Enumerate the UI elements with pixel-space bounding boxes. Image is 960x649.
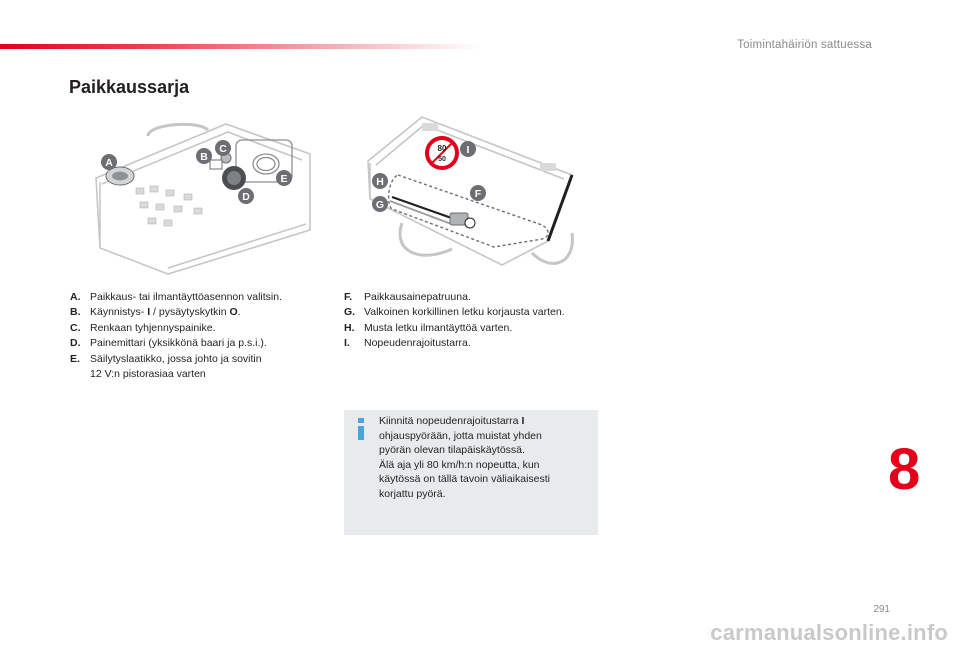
repair-kit-bottom-illustration — [362, 113, 586, 279]
legend-item-b — [70, 305, 340, 320]
repair-kit-top-illustration — [88, 118, 320, 278]
info-icon — [354, 418, 368, 440]
legend-key: I. — [344, 337, 350, 350]
legend-text: Paikkausainepatruuna. — [364, 291, 471, 303]
info-line-6: korjattu pyörä. — [379, 487, 446, 500]
legend-key: E. — [70, 352, 80, 365]
marker-c — [215, 140, 231, 156]
svg-text:80: 80 — [437, 144, 447, 153]
info-line-2: ohjauspyörään, jotta muistat yhden — [379, 429, 542, 442]
svg-text:C: C — [219, 143, 227, 155]
legend-text: Säilytyslaatikko, jossa johto ja sovitin 12 V:n pistorasiaa varten — [90, 352, 262, 381]
legend-text: Musta letku ilmantäyttöä varten. — [364, 321, 513, 334]
marker-f — [470, 185, 486, 201]
svg-text:F: F — [474, 188, 482, 200]
marker-b — [196, 148, 212, 164]
section-header: Toimintahäiriön sattuessa — [737, 39, 872, 51]
svg-text:H: H — [376, 176, 384, 188]
svg-text:G: G — [375, 199, 385, 211]
legend-key: A. — [70, 291, 81, 303]
legend-key: C. — [70, 321, 81, 334]
legend-item-d — [70, 336, 340, 351]
page-title: Paikkaussarja — [69, 77, 190, 97]
page-number: 291 — [873, 604, 890, 615]
marker-e — [276, 170, 292, 186]
marker-d — [238, 188, 254, 204]
legend-text: Paikkaus- tai ilmantäyttöasennon valitsin. — [90, 291, 283, 303]
legend-key: F. — [344, 291, 353, 303]
chapter-number: 8 — [888, 437, 921, 502]
speed-limit-sticker — [427, 138, 457, 168]
legend-key: G. — [344, 306, 356, 319]
watermark: carmanualsonline.info — [710, 620, 948, 645]
legend-key: H. — [344, 321, 355, 334]
info-text — [379, 414, 589, 502]
legend-item-f — [344, 290, 614, 305]
marker-i — [460, 141, 476, 157]
legend-text: Nopeudenrajoitustarra. — [364, 337, 471, 350]
svg-text:I: I — [466, 144, 470, 156]
info-line-5: käytössä on tällä tavoin väliaikaisesti — [379, 473, 551, 486]
svg-text:B: B — [200, 151, 208, 163]
legend-item-a — [70, 290, 340, 305]
legend-item-h — [344, 321, 614, 336]
svg-text:E: E — [280, 173, 288, 185]
legend-text: Valkoinen korkillinen letku korjausta varten. — [364, 306, 565, 319]
header-accent-bar — [0, 44, 480, 49]
legend-item-c — [70, 321, 340, 336]
legend-left — [70, 290, 340, 382]
legend-item-i — [344, 336, 614, 351]
info-line-3: pyörän olevan tilapäiskäytössä. — [379, 444, 525, 457]
legend-text: Käynnistys- I / pysäytyskytkin O. — [90, 306, 241, 319]
legend-item-e — [70, 352, 340, 383]
marker-a — [101, 154, 117, 170]
legend-key: D. — [70, 337, 81, 350]
legend-key: B. — [70, 306, 81, 319]
legend-text: Renkaan tyhjennyspainike. — [90, 321, 216, 334]
svg-text:A: A — [105, 157, 113, 169]
svg-text:50: 50 — [438, 156, 446, 163]
marker-h — [372, 173, 388, 189]
marker-g — [372, 196, 388, 212]
info-line-1: Kiinnitä nopeudenrajoitustarra I — [379, 415, 525, 427]
legend-item-g — [344, 305, 614, 320]
legend-right — [344, 290, 614, 352]
svg-text:D: D — [242, 191, 250, 203]
info-line-4: Älä aja yli 80 km/h:n nopeutta, kun — [379, 458, 540, 471]
legend-text: Painemittari (yksikkönä baari ja p.s.i.). — [90, 337, 267, 350]
info-box — [344, 410, 598, 535]
